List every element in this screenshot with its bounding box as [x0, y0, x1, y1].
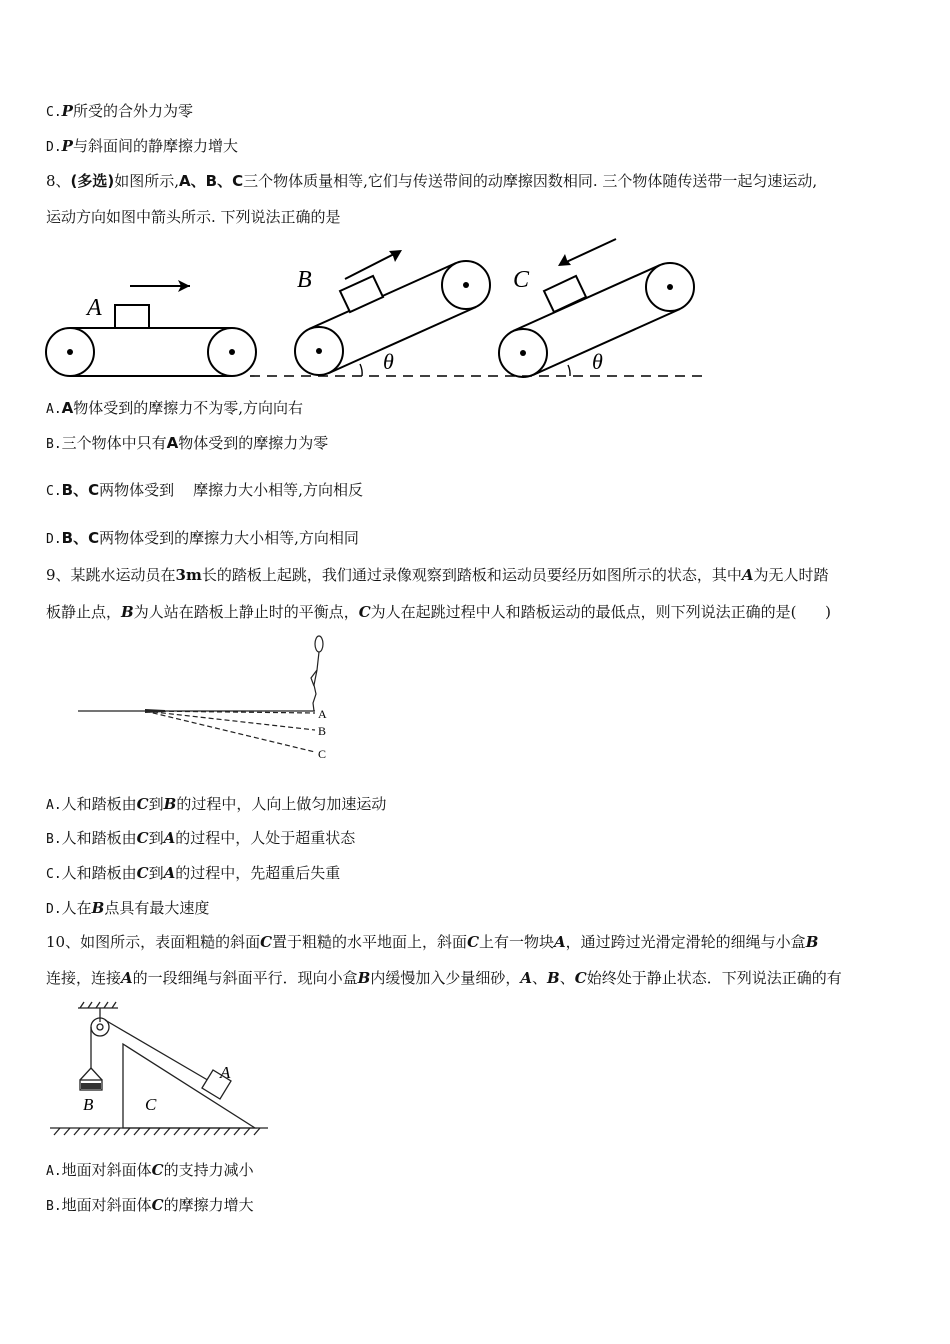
q9-label-b: B [318, 724, 327, 738]
q9-option-b: B.人和踏板由C到A的过程中，人处于超重状态 [46, 829, 356, 847]
q8-stem-line2: 运动方向如图中箭头所示. 下列说法正确的是 [46, 208, 341, 226]
q8-theta-c: θ [592, 349, 603, 374]
q10-label-a: A [220, 1063, 231, 1082]
q9-option-c: C.人和踏板由C到A的过程中，先超重后失重 [46, 864, 341, 882]
q8-label-b: B [297, 267, 312, 293]
q8-stem-line1: 8、(多选)如图所示,A、B、C三个物体质量相等,它们与传送带间的动摩擦因数相同. 三个物体随传送带一起匀速运动, [46, 172, 818, 190]
q10-stem-line1: 10、如图所示，表面粗糙的斜面C置于粗糙的水平地面上，斜面C上有一物块A，通过跨过光滑定滑轮的细绳与小盒B [46, 933, 819, 951]
q10-stem-line2: 连接，连接A的一段细绳与斜面平行．现向小盒B内缓慢加入少量细砂，A、B、C始终处于静止状态．下列说法正确的有 [46, 969, 842, 987]
q10-label-c: C [145, 1095, 157, 1114]
q9-label-c: C [318, 747, 327, 761]
q8-label-c: C [513, 267, 530, 293]
q8-theta-b: θ [383, 349, 394, 374]
q7-option-d: D.P与斜面间的静摩擦力增大 [46, 137, 238, 155]
q10-option-a: A.地面对斜面体C的支持力减小 [46, 1161, 254, 1179]
q8-option-b: B.三个物体中只有A物体受到的摩擦力为零 [46, 434, 329, 452]
q8-label-a: A [87, 295, 102, 321]
q10-option-b: B.地面对斜面体C的摩擦力增大 [46, 1196, 254, 1214]
q9-option-a: A.人和踏板由C到B的过程中，人向上做匀加速运动 [46, 795, 387, 813]
q7-option-c: C.P所受的合外力为零 [46, 102, 193, 120]
q10-label-b: B [83, 1095, 94, 1114]
q9-label-a: A [318, 707, 327, 721]
q8-option-c: C.B、C两物体受到 摩擦力大小相等,方向相反 [46, 481, 363, 499]
q8-option-d: D.B、C两物体受到的摩擦力大小相等,方向相同 [46, 529, 359, 547]
q9-stem-line1: 9、某跳水运动员在3m长的踏板上起跳，我们通过录像观察到踏板和运动员要经历如图所示的状态，其中A为无人时踏 [46, 566, 829, 584]
q10-incline-figure [48, 1000, 273, 1145]
q8-option-a: A.A物体受到的摩擦力不为零,方向向右 [46, 399, 304, 417]
q9-option-d: D.人在B点具有最大速度 [46, 899, 210, 917]
q9-stem-line2: 板静止点，B为人站在踏板上静止时的平衡点，C为人在起跳过程中人和踏板运动的最低点，则下列说法正确的是( ) [46, 603, 831, 621]
q8-conveyor-figure [40, 232, 720, 392]
q9-springboard-figure [70, 630, 350, 765]
